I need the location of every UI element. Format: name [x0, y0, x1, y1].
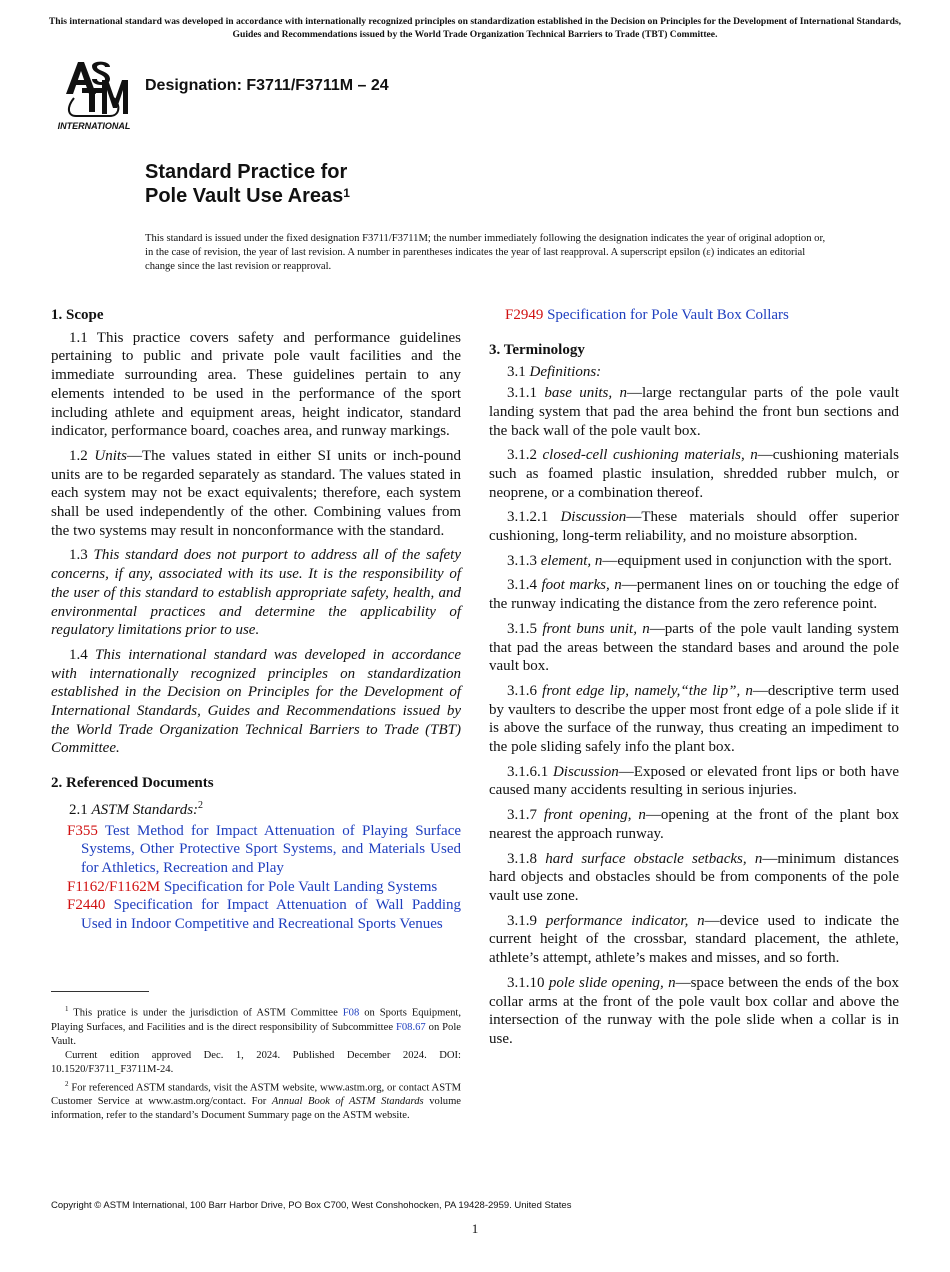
astm-logo — [52, 58, 136, 132]
definition-text: —opening at the front of the plant box nearest the approach runway. — [489, 807, 899, 842]
definition-text: —permanent lines on or touching the edge of the runway indicating the distance from the zero reference point. — [489, 577, 899, 613]
definition-term: element, n — [540, 552, 603, 569]
definition-number: 3.1.9 — [507, 912, 537, 929]
title-line-1: Standard Practice for — [145, 161, 348, 183]
page-number: 1 — [471, 1221, 479, 1236]
title-text: Pole Vault Use Areas — [145, 185, 344, 207]
subsection-definitions: 3.1 Definitions: — [507, 364, 602, 381]
footnote-2: $^2$ For referenced ASTM standards, visit the ASTM website, www.astm.org, or contact ASTM Customer Service at www.astm.org/contact. For Annual Book of ASTM Standards volume information, refer to the standard’s Document Summary page on the ASTM website. — [51, 1079, 462, 1122]
definition-term: front buns unit, n — [542, 620, 650, 637]
definition-term: base units, n — [544, 385, 627, 402]
title-line-2 — [145, 184, 350, 208]
footnote-rule — [51, 991, 149, 992]
definition-term: front opening, n — [543, 807, 646, 824]
definition-text: —large rectangular parts of the pole vault landing system that pad the area behind the front bun sections and the back wall of the pole vault box. — [489, 385, 900, 439]
definition-item — [489, 912, 899, 968]
page-title — [145, 160, 350, 208]
para-1-2: 1.2 Units—The values stated in either SI units or inch-pound units are to be regarded separately as standard. The values stated in each system may not be exact equivalents; therefore, each system shall be used independently of the other. Combining values from the two systems may result in nonconformance with the standard. — [51, 447, 461, 539]
definition-number: 3.1.6.1 — [507, 763, 549, 780]
definition-term: performance indicator, n — [545, 912, 705, 929]
definition-item — [489, 763, 899, 800]
link-f08-67[interactable]: F08.67 — [395, 1021, 426, 1033]
definition-item — [489, 384, 899, 440]
definition-item — [489, 974, 899, 1049]
reference-item[interactable]: F355 Test Method for Impact Attenuation of Playing Surface Systems, Other Protective Sport Systems, and Materials Used for Athletics, Recreation and Play — [67, 822, 462, 876]
definition-text: —space between the ends of the box collar arms at the front of the pole vault box collar and above the intersection of the runway with the pole slide when a collar is in use. — [489, 974, 899, 1047]
logo-text: INTERNATIONAL — [57, 121, 131, 131]
reference-item[interactable]: F2440 Specification for Impact Attenuation of Wall Padding Used in Indoor Competitive and Recreational Sports Venues — [67, 897, 462, 933]
section-heading-referenced-documents: 2. Referenced Documents — [51, 775, 214, 792]
definition-number: 3.1.10 — [507, 974, 545, 991]
copyright: Copyright © ASTM International, 100 Barr Harbor Drive, PO Box C700, West Conshohocken, PA 19428-2959. United States — [51, 1200, 572, 1211]
definition-text: —minimum distances hard objects and obstacles should be from components of the pole vault use zone. — [489, 850, 899, 904]
definition-number: 3.1.2 — [507, 447, 537, 464]
definition-number: 3.1.2.1 — [507, 509, 549, 526]
definition-term: pole slide opening, n — [548, 974, 676, 991]
definition-number: 3.1.8 — [507, 850, 537, 867]
link-f08[interactable]: F08 — [342, 1007, 360, 1019]
definition-number: 3.1.4 — [507, 577, 537, 594]
definition-item — [489, 446, 899, 502]
footnote-1: $^1$ This pratice is under the jurisdiction of ASTM Committee F08 on Sports Equipment, Playing Surfaces, and Facilities and is the direct responsibility of Subcommittee F08.67 on Pole Vault. — [51, 1005, 461, 1047]
footnotes — [51, 1002, 461, 1123]
definition-item — [489, 682, 899, 757]
reference-item[interactable]: F2949 Specification for Pole Vault Box Collars — [505, 307, 789, 323]
definition-item — [489, 552, 899, 571]
issued-statement: This standard is issued under the fixed designation F3711/F3711M; the number immediately following the designation indicates the year of original adoption or, in the case of revision, the year of last revision. A number in parentheses indicates the year of last reapproval. A superscript epsilon (ε) indicates an editorial change since the last revision or reapproval. — [145, 233, 826, 273]
reference-item[interactable]: F1162/F1162M Specification for Pole Vault Landing Systems — [67, 878, 438, 895]
definition-text: —device used to indicate the current height of the crossbar, standard placement, the athlete, athlete’s attempt, athlete’s makes and misses, and so forth. — [489, 912, 900, 967]
designation: Designation: F3711/F3711M – 24 — [145, 77, 389, 94]
definition-item — [489, 850, 899, 906]
definition-number: 3.1.6 — [507, 682, 537, 699]
section-heading-scope: 1. Scope — [51, 307, 104, 323]
wto-notice: This international standard was developed in accordance with internationally recognized principles on standardization established in the Decision on Principles for the Development of International Standards, Guides and Recommendations issued by the World Trade Organization Technical Barriers to Trade (TBT) Committee. — [48, 16, 902, 40]
definition-number: 3.1.3 — [507, 552, 537, 569]
title-footnote-mark: 1 — [343, 186, 350, 200]
definition-term: front edge lip, namely,“the lip”, n — [542, 682, 753, 699]
definition-item — [489, 620, 899, 676]
definition-number: 3.1.1 — [507, 385, 537, 402]
definition-item — [489, 806, 899, 843]
left-column — [51, 306, 461, 934]
definition-item — [489, 508, 899, 545]
definition-text: —descriptive term used by vaulters to describe the upper most front edge of a pole slide if it is above the surface of the runway, thus creating an impediment to the pole sliding safely info the plant box. — [489, 682, 900, 756]
definition-text: —Exposed or elevated front lips or both have caused many accidents resulting in serious injuries. — [489, 763, 899, 799]
definition-text: —cushioning materials such as foamed plastic insulation, shredded rubber mulch, or neoprene, or a combination thereof. — [489, 447, 900, 501]
section-heading-terminology: 3. Terminology — [489, 341, 585, 358]
right-column — [489, 306, 899, 1055]
definition-term: Discussion — [560, 509, 627, 526]
definitions-list — [489, 384, 899, 1049]
para-1-4: 1.4 This international standard was developed in accordance with internationally recognized principles on standardization established in the Decision on Principles for the Development of International Standards, Guides and Recommendations issued by the World Trade Organization Technical Barriers to Trade (TBT) Committee. — [51, 646, 461, 757]
definition-term: hard surface obstacle setbacks, n — [545, 850, 763, 867]
definition-item — [489, 576, 899, 613]
definition-number: 3.1.7 — [507, 807, 537, 824]
footnote-edition: Current edition approved Dec. 1, 2024. Published December 2024. DOI: 10.1520/F3711_F3711M-24. — [51, 1049, 461, 1075]
definition-text: —parts of the pole vault landing system that pad the areas between the standard bases and around the pole vault box. — [489, 620, 899, 675]
definition-term: foot marks, n — [541, 577, 622, 594]
definition-term: Discussion — [552, 763, 619, 780]
definition-term: closed-cell cushioning materials, n — [542, 447, 758, 464]
definition-number: 3.1.5 — [507, 620, 537, 637]
definition-text: —equipment used in conjunction with the sport. — [602, 552, 892, 569]
para-1-1: 1.1 This practice covers safety and performance guidelines pertaining to public and private pole vault facilities and the immediate surrounding area. These guidelines pertain to any elements intended to be used in the performance of the sport including athlete and equipment areas, height indicator, standard indicator, performance board, coaches area, and runway markings. — [51, 329, 461, 440]
para-1-3: 1.3 This standard does not purport to address all of the safety concerns, if any, associated with its use. It is the responsibility of the user of this standard to establish appropriate safety, health, and environmental practices and determine the applicability of regulatory limitations prior to use. — [51, 547, 462, 639]
subsection-astm-standards: 2.1 ASTM Standards:$^2$ — [69, 799, 204, 818]
definition-text: —These materials should offer superior cushioning, long-term reliability, and no moisture absorption. — [489, 509, 899, 545]
